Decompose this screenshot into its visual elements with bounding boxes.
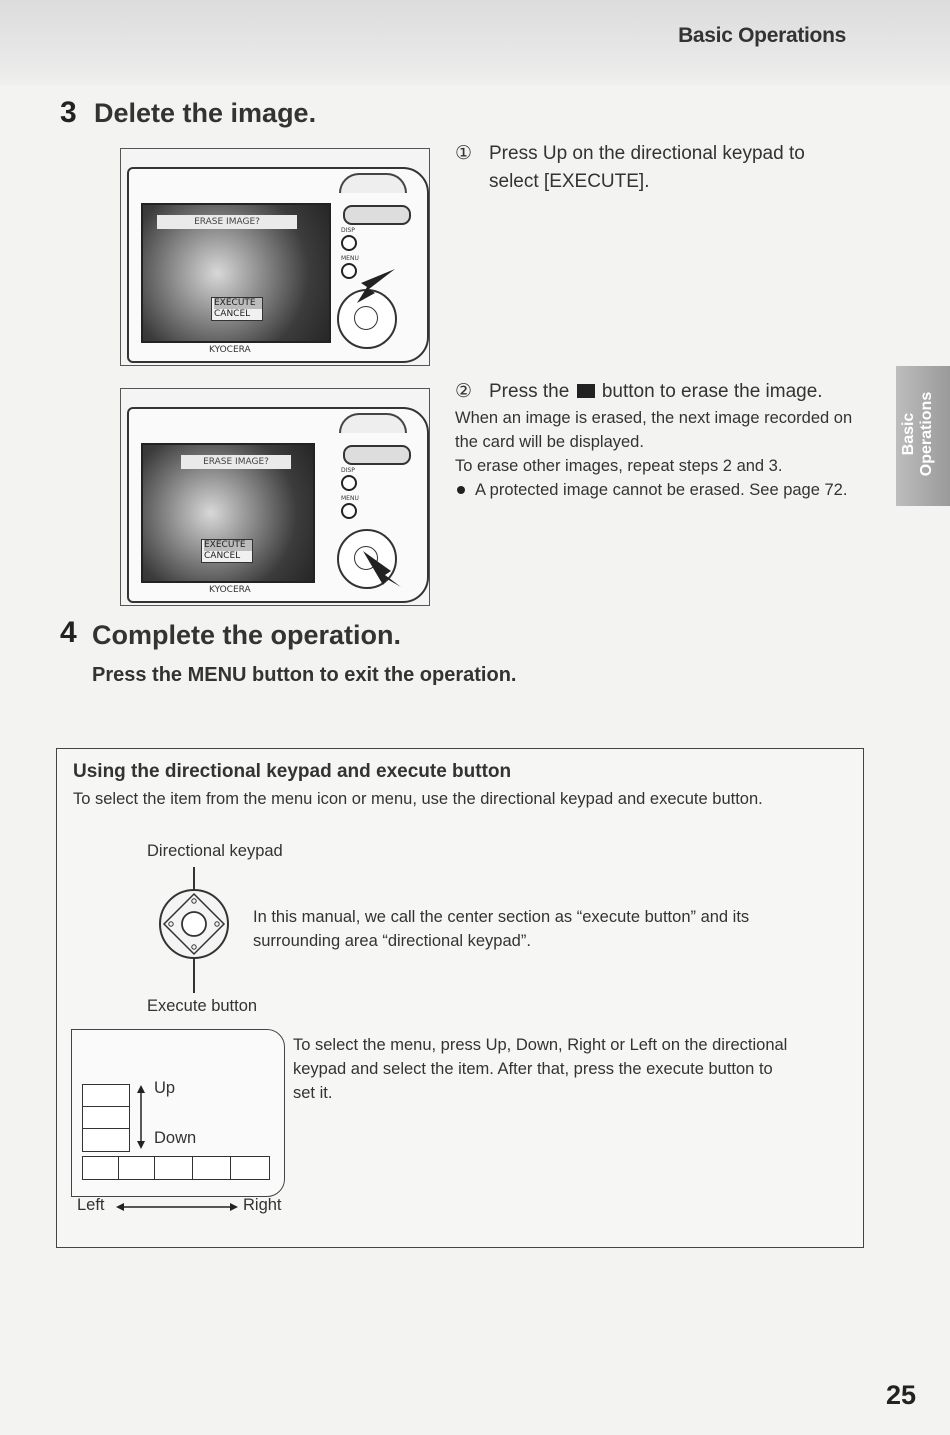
erase-prompt: ERASE IMAGE?: [181, 455, 291, 469]
tip-heading: Using the directional keypad and execute button: [73, 761, 512, 782]
side-tab-label: [900, 374, 936, 494]
execute-label: Execute button: [147, 997, 258, 1015]
camera-lcd-screen: [141, 203, 331, 343]
menu-cell: [154, 1156, 194, 1180]
camera-body: [127, 407, 429, 603]
step4-title: Complete the operation.: [92, 620, 402, 650]
substep2-text-before: Press the: [489, 381, 570, 402]
tip-box: [56, 748, 864, 1248]
menu-cell: [82, 1106, 130, 1130]
camera-brand: KYOCERA: [209, 345, 251, 355]
up-down-arrow-icon: [134, 1084, 148, 1150]
disp-button: [341, 475, 357, 491]
left-label: Left: [77, 1196, 105, 1214]
menu-cancel-option: CANCEL: [214, 309, 251, 319]
camera-execute-button: [354, 306, 378, 330]
step4-number: 4: [60, 616, 77, 649]
substep2-marker: ②: [455, 381, 473, 402]
erase-menu: [201, 539, 253, 563]
arrow-pointer-icon: [357, 547, 407, 591]
substep1-text: Press Up on the directional keypad to select [EXECUTE].: [489, 143, 805, 192]
substep2: [455, 378, 875, 502]
step4-subtitle: Press the MENU button to exit the operation.: [92, 664, 517, 686]
keypad-explain: In this manual, we call the center section as “execute button” and its surrounding area “directional keypad”.: [253, 908, 750, 950]
substep1: [455, 140, 855, 196]
camera-top-bump: [339, 413, 407, 433]
step3-number: 3: [60, 96, 77, 129]
camera-top-bump: [339, 173, 407, 193]
side-tab-line1: Basic: [900, 412, 917, 456]
substep2-bullet-text: A protected image cannot be erased. See page 72.: [475, 481, 848, 499]
page-number: 25: [885, 1380, 916, 1410]
keypad-label: Directional keypad: [147, 842, 283, 860]
camera-lcd-screen: [141, 443, 315, 583]
side-tab-line2: Operations: [918, 391, 935, 477]
trash-icon: [577, 384, 595, 398]
section-header: Basic Operations: [678, 24, 846, 47]
camera-brand: KYOCERA: [209, 585, 251, 595]
substep2-bullet: [455, 478, 875, 502]
camera-body: [127, 167, 429, 363]
tip-intro: To select the item from the menu icon or menu, use the directional keypad and execute button.: [73, 790, 763, 808]
arrow-pointer-icon: [349, 265, 399, 305]
menu-cell: [118, 1156, 156, 1180]
left-right-arrow-icon: [115, 1201, 239, 1213]
substep2-note1: When an image is erased, the next image recorded on the card will be displayed.: [455, 409, 853, 451]
menu-cell: [82, 1084, 130, 1108]
disp-button: [341, 235, 357, 251]
up-label: Up: [154, 1079, 176, 1097]
menu-cell: [82, 1156, 120, 1180]
substep1-marker: ①: [455, 143, 473, 164]
zoom-lever: [343, 445, 411, 465]
keypad-diagram-icon: [155, 885, 233, 963]
zoom-lever: [343, 205, 411, 225]
camera-illustration-2: [120, 388, 430, 606]
menu-label: MENU: [341, 495, 359, 502]
menu-cancel-option: CANCEL: [204, 551, 241, 561]
menu-execute-option: EXECUTE: [214, 298, 262, 309]
menu-button: [341, 503, 357, 519]
erase-menu: [211, 297, 263, 321]
menu-cell: [82, 1128, 130, 1152]
step3-title: Delete the image.: [94, 98, 317, 128]
menu-navigation-diagram: [71, 1029, 285, 1197]
menu-execute-option: EXECUTE: [204, 540, 252, 551]
menu-cell: [230, 1156, 270, 1180]
substep2-note2: To erase other images, repeat steps 2 and 3.: [455, 457, 783, 475]
menu-cell: [192, 1156, 232, 1180]
down-label: Down: [154, 1129, 197, 1147]
disp-label: DISP: [341, 227, 355, 234]
select-text: To select the menu, press Up, Down, Right or Left on the directional keypad and select the item. After that, press the execute button to set it.: [293, 1036, 788, 1102]
disp-label: DISP: [341, 467, 355, 474]
bullet-icon: [457, 486, 465, 494]
camera-illustration-1: [120, 148, 430, 366]
right-label: Right: [243, 1196, 282, 1214]
substep2-instruction: [455, 378, 875, 406]
erase-prompt: ERASE IMAGE?: [157, 215, 297, 229]
menu-label: MENU: [341, 255, 359, 262]
section-side-tab: [896, 366, 950, 506]
substep2-text-after: button to erase the image.: [601, 381, 823, 402]
